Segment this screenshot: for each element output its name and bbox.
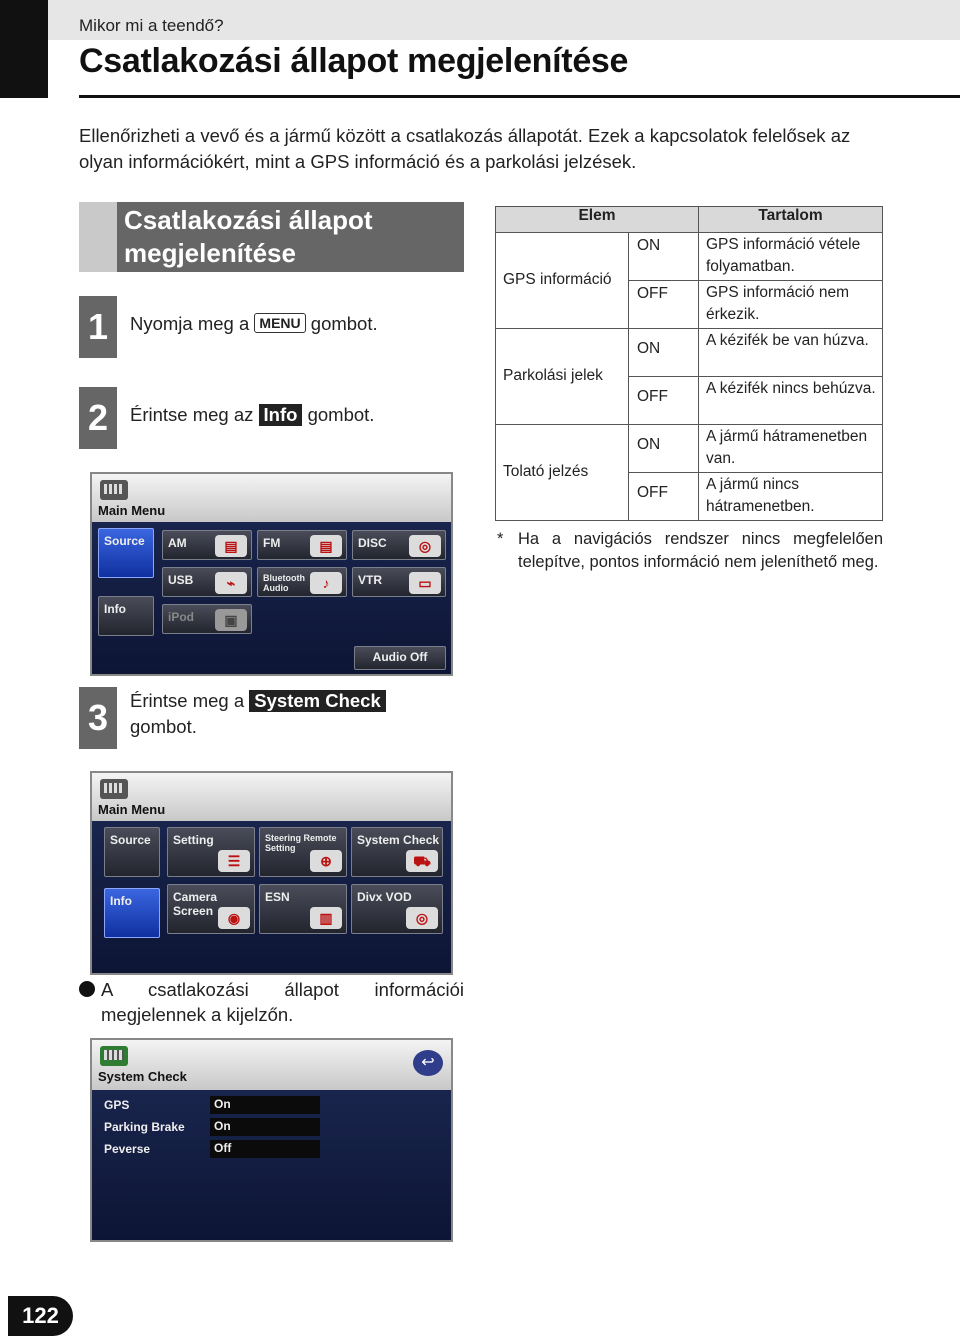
table-state-on: ON xyxy=(629,233,699,281)
source-button[interactable]: Source xyxy=(104,827,160,877)
bullet-dot xyxy=(79,981,95,997)
ipod-label: iPod xyxy=(168,610,194,624)
steering-remote-label: Steering Remote Setting xyxy=(265,833,337,853)
step-3-pre: Érintse meg a xyxy=(130,690,245,711)
table-content: GPS információ vétele folyamatban. xyxy=(699,233,883,281)
screen-header-label: Main Menu xyxy=(98,802,166,817)
parking-brake-row-label: Parking Brake xyxy=(104,1120,185,1134)
reverse-row-value: Off xyxy=(210,1140,320,1158)
screen-header xyxy=(92,773,451,821)
step-number-1: 1 xyxy=(79,296,117,358)
table-row xyxy=(496,233,883,281)
system-check-label: System Check xyxy=(357,833,440,847)
status-table xyxy=(495,206,883,521)
radio-icon: ▤ xyxy=(215,535,247,557)
disc-icon: ◎ xyxy=(406,907,438,929)
disc-label: DISC xyxy=(358,536,387,550)
gps-row-value: On xyxy=(210,1096,320,1114)
table-content: GPS információ nem érkezik. xyxy=(699,281,883,329)
step-number-2: 2 xyxy=(79,387,117,449)
disc-button[interactable] xyxy=(352,530,446,560)
chapter-tab xyxy=(0,0,48,98)
main-menu-screen-2 xyxy=(90,771,453,975)
table-header-item: Elem xyxy=(496,207,699,233)
bluetooth-icon: ♪ xyxy=(310,572,342,594)
title-rule xyxy=(79,95,960,98)
table-header-row xyxy=(496,207,883,233)
divx-vod-button[interactable] xyxy=(351,884,443,934)
am-label: AM xyxy=(168,536,187,550)
system-check-button-label: System Check xyxy=(249,690,385,712)
setting-label: Setting xyxy=(173,833,214,847)
fm-button[interactable] xyxy=(257,530,347,560)
section-title: Csatlakozási állapot megjelenítése xyxy=(124,205,373,268)
table-state-off: OFF xyxy=(629,281,699,329)
steering-wheel-icon: ⊕ xyxy=(310,850,342,872)
table-content: A kézifék be van húzva. xyxy=(699,329,883,377)
am-button[interactable] xyxy=(162,530,252,560)
usb-button[interactable] xyxy=(162,567,252,597)
step-1-post: gombot. xyxy=(310,313,378,334)
step-number-3: 3 xyxy=(79,687,117,749)
vtr-icon: ▭ xyxy=(409,572,441,594)
car-icon: ⛟ xyxy=(406,850,438,872)
footnote-text: Ha a navigációs rendszer nincs megfelelően telepítve, pontos információ nem jeleníthető meg. xyxy=(518,530,883,571)
table-content: A jármű hátramenetben van. xyxy=(699,425,883,473)
table-row xyxy=(496,329,883,377)
table-row xyxy=(496,425,883,473)
bluetooth-audio-button[interactable] xyxy=(257,567,347,597)
radio-icon: ▤ xyxy=(310,535,342,557)
result-text: A csatlakozási állapot információi megjelennek a kijelzőn. xyxy=(101,979,464,1025)
divx-vod-label: Divx VOD xyxy=(357,890,412,904)
step-3-post: gombot. xyxy=(130,716,197,737)
camera-icon: ◉ xyxy=(218,907,250,929)
info-button[interactable]: Info xyxy=(98,596,154,636)
step-2-pre: Érintse meg az xyxy=(130,404,254,425)
screen-header-label: Main Menu xyxy=(98,503,166,518)
step-2-post: gombot. xyxy=(307,404,375,425)
table-item-gps: GPS információ xyxy=(496,233,629,329)
chapter-subtitle: Mikor mi a teendő? xyxy=(79,16,224,35)
menu-grid-icon xyxy=(100,779,128,799)
usb-icon: ⌁ xyxy=(215,572,247,594)
table-state-off: OFF xyxy=(629,377,699,425)
menu-key-label: MENU xyxy=(254,313,305,333)
table-content: A kézifék nincs behúzva. xyxy=(699,377,883,425)
footnote-mark: * xyxy=(497,530,504,548)
page-number: 122 xyxy=(8,1296,73,1336)
info-button[interactable]: Info xyxy=(104,888,160,938)
list-icon: ☰ xyxy=(218,850,250,872)
menu-grid-icon xyxy=(100,480,128,500)
bluetooth-audio-label: Bluetooth Audio xyxy=(263,573,305,593)
table-header-content: Tartalom xyxy=(699,207,883,233)
ipod-button[interactable] xyxy=(162,604,252,634)
disc-icon: ◎ xyxy=(409,535,441,557)
vtr-label: VTR xyxy=(358,573,382,587)
vtr-button[interactable] xyxy=(352,567,446,597)
esn-button[interactable] xyxy=(259,884,347,934)
table-item-parking: Parkolási jelek xyxy=(496,329,629,425)
step-2-text xyxy=(130,402,374,428)
intro-paragraph: Ellenőrizheti a vevő és a jármű között a csatlakozás állapotát. Ezek a kapcsolatok felelősek az olyan információkért, mint a GPS információ és a parkolási jelzések. xyxy=(79,125,851,172)
camera-screen-label: Camera Screen xyxy=(173,890,218,918)
audio-off-button[interactable]: Audio Off xyxy=(354,646,446,670)
ipod-icon: ▣ xyxy=(215,609,247,631)
fm-label: FM xyxy=(263,536,281,550)
step-1-text xyxy=(130,311,378,337)
info-button-label: Info xyxy=(259,404,303,426)
setting-button[interactable] xyxy=(167,827,255,877)
system-check-button[interactable] xyxy=(351,827,443,877)
source-button[interactable]: Source xyxy=(98,528,154,578)
reverse-row-label: Peverse xyxy=(104,1142,151,1156)
page-title: Csatlakozási állapot megjelenítése xyxy=(79,42,629,80)
step-3-text xyxy=(130,688,450,740)
table-state-on: ON xyxy=(629,329,699,377)
table-state-on: ON xyxy=(629,425,699,473)
camera-screen-button[interactable] xyxy=(167,884,255,934)
main-menu-screen-1 xyxy=(90,472,453,676)
steering-remote-setting-button[interactable] xyxy=(259,827,347,877)
table-content: A jármű nincs hátramenetben. xyxy=(699,473,883,521)
screen-header xyxy=(92,474,451,522)
screen-header-label: System Check xyxy=(98,1069,187,1084)
usb-label: USB xyxy=(168,573,194,587)
back-icon[interactable]: ↩ xyxy=(413,1050,443,1076)
lock-icon: ▥ xyxy=(310,907,342,929)
screen-header xyxy=(92,1040,451,1090)
esn-label: ESN xyxy=(265,890,290,904)
table-item-reverse: Tolató jelzés xyxy=(496,425,629,521)
car-icon xyxy=(100,1046,128,1066)
step-1-pre: Nyomja meg a xyxy=(130,313,250,334)
table-state-off: OFF xyxy=(629,473,699,521)
parking-brake-row-value: On xyxy=(210,1118,320,1136)
system-check-screen xyxy=(90,1038,453,1242)
section-heading-accent xyxy=(79,202,117,272)
gps-row-label: GPS xyxy=(104,1098,130,1112)
